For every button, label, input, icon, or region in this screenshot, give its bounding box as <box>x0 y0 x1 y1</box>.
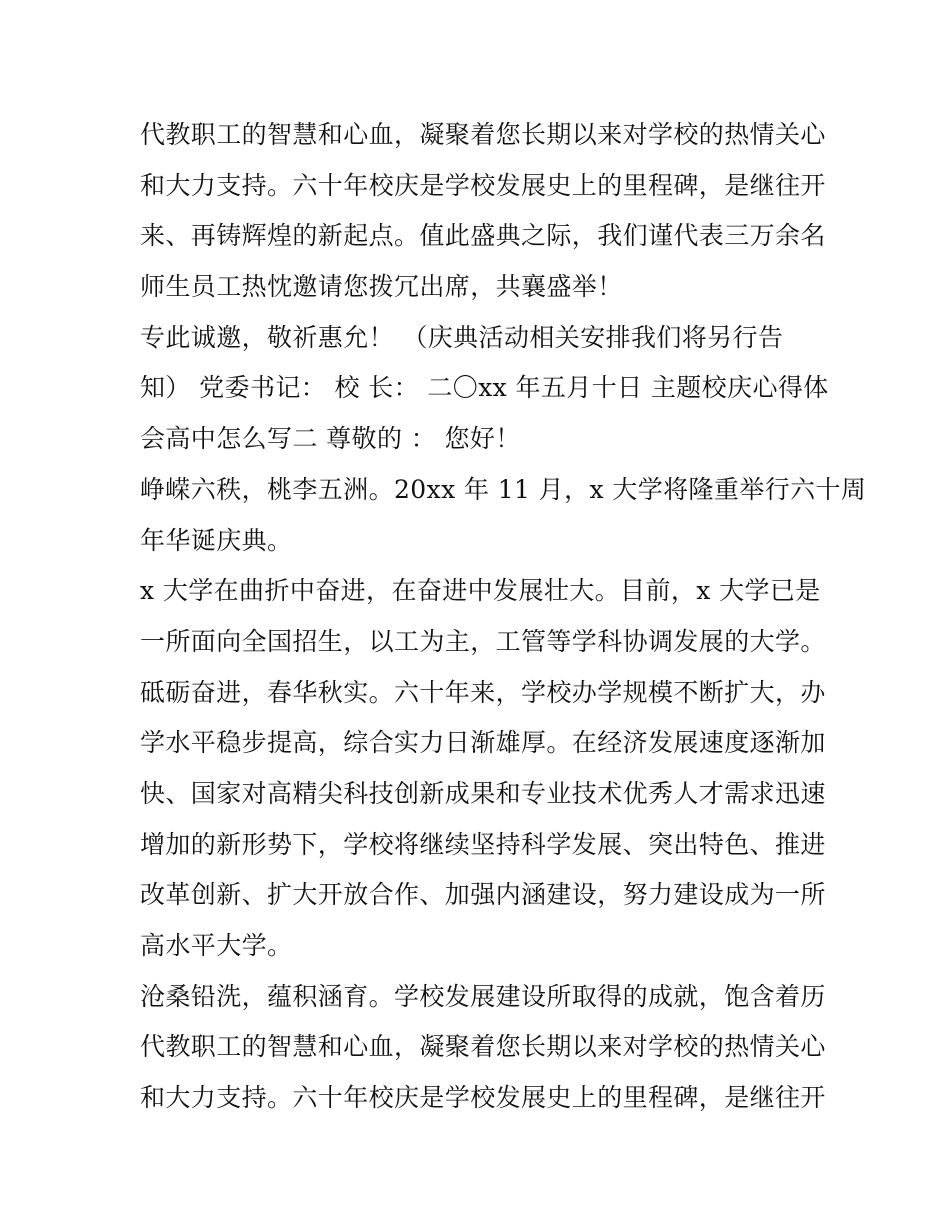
text-line: 增加的新形势下，学校将继续坚持科学发展、突出特色、推进 <box>140 829 826 859</box>
text-line: 代教职工的智慧和心血，凝聚着您长期以来对学校的热情关心 <box>140 1032 826 1062</box>
text-line: 快、国家对高精尖科技创新成果和专业技术优秀人才需求迅速 <box>140 778 826 808</box>
text-line: 和大力支持。六十年校庆是学校发展史上的里程碑，是继往开 <box>140 1083 826 1113</box>
text-line: 知） 党委书记： 校 长： 二〇xx 年五月十日 主题校庆心得体 <box>140 373 829 403</box>
text-line: 一所面向全国招生，以工为主，工管等学科协调发展的大学。 <box>140 626 826 656</box>
text-line: 代教职工的智慧和心血，凝聚着您长期以来对学校的热情关心 <box>140 120 826 149</box>
text-line: 峥嵘六秩，桃李五洲。20xx 年 11 月，x 大学将隆重举行六十周 <box>140 474 867 504</box>
text-line: 来、再铸辉煌的新起点。值此盛典之际，我们谨代表三万余名 <box>140 221 826 251</box>
text-line: 砥砺奋进，春华秋实。六十年来，学校办学规模不断扩大，办 <box>140 677 826 707</box>
text-line: 师生员工热忱邀请您拨冗出席，共襄盛举！ <box>140 272 623 302</box>
text-line: 和大力支持。六十年校庆是学校发展史上的里程碑，是继往开 <box>140 170 826 200</box>
text-line: 改革创新、扩大开放合作、加强内涵建设，努力建设成为一所 <box>140 880 826 910</box>
text-line: 专此诚邀，敬祈惠允！ （庆典活动相关安排我们将另行告 <box>140 322 784 352</box>
document-body <box>140 110 867 1124</box>
text-line: 高水平大学。 <box>140 931 293 960</box>
text-line: 会高中怎么写二 尊敬的 ： 您好！ <box>140 424 521 454</box>
text-line: 年华诞庆典。 <box>140 525 293 555</box>
text-line: 沧桑铅洗，蕴积涵育。学校发展建设所取得的成就，饱含着历 <box>140 981 826 1011</box>
text-line: 学水平稳步提高，综合实力日渐雄厚。在经济发展速度逐渐加 <box>140 728 826 758</box>
text-line: x 大学在曲折中奋进，在奋进中发展壮大。目前，x 大学已是 <box>140 576 821 606</box>
